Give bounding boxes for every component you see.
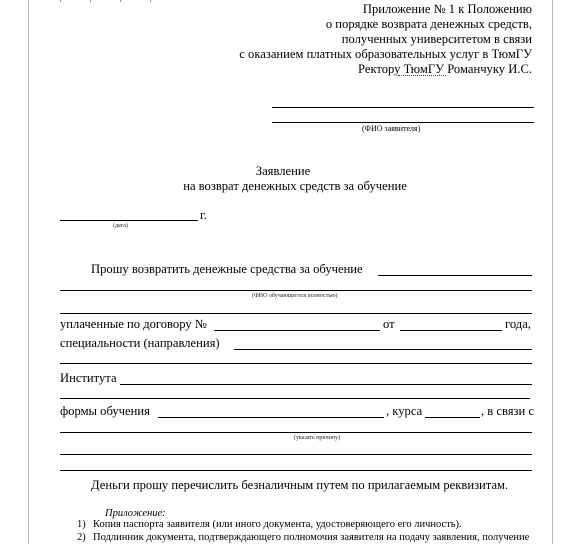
header-line-received: полученных университетом в связи: [341, 32, 532, 46]
attachments-heading: Приложение:: [105, 508, 166, 519]
course-label: , курса: [386, 404, 423, 418]
reason-line-2: [60, 454, 532, 455]
attachment-text: Подлинник документа, подтверждающего полномочия заявителя на подачу заявления, получение: [93, 532, 530, 543]
request-fill-line: [378, 275, 532, 276]
applicant-line-2: [272, 122, 534, 123]
specialty-line: [234, 349, 532, 350]
page-left-margin-guide: [28, 0, 29, 544]
student-name-line: [60, 290, 532, 291]
specialty-label: специальности (направления): [60, 336, 220, 350]
attachment-number: 1): [77, 519, 86, 530]
institute-line: [120, 384, 532, 385]
spellcheck-underline: [398, 72, 446, 76]
study-form-label: формы обучения: [60, 404, 150, 418]
attachment-item: [77, 531, 529, 544]
date-caption: (дата): [113, 223, 128, 229]
institute-label: Института: [60, 371, 117, 385]
transfer-text: Деньги прошу перечислить безналичным путем по прилагаемым реквизитам.: [91, 478, 509, 492]
page-right-margin-guide: [552, 0, 553, 544]
document-subtitle: на возврат денежных средств за обучение: [183, 179, 407, 193]
document-title: Заявление: [255, 164, 311, 178]
attachment-number: 2): [77, 532, 86, 543]
applicant-caption: (ФИО заявителя): [362, 124, 421, 133]
request-text: Прошу возвратить денежные средства за обучение: [91, 262, 363, 276]
attachment-item: [77, 518, 462, 531]
date-year-suffix: г.: [200, 208, 207, 222]
header-line-services: с оказанием платных образовательных услуг в ТюмГУ: [239, 47, 532, 61]
study-form-line: [158, 417, 384, 418]
header-line-appendix: Приложение № 1 к Положению: [362, 2, 532, 16]
attachment-text: Копия паспорта заявителя (или иного документа, удостоверяющего его личность).: [93, 519, 462, 530]
institute-line-2: [60, 398, 530, 399]
reason-line-3: [60, 470, 532, 471]
contract-number-line: [214, 330, 380, 331]
contract-label: уплаченные по договору №: [60, 317, 207, 331]
reason-caption: (указать причину): [294, 435, 341, 441]
header-line-rector: Ректору ТюмГУ Романчуку И.С.: [358, 62, 532, 76]
reason-intro: , в связи с: [481, 404, 535, 418]
contract-year-label: года,: [505, 317, 531, 331]
reason-line: [60, 432, 532, 433]
contract-date-line: [400, 330, 502, 331]
date-line: [60, 220, 198, 221]
student-name-caption: (ФИО обучающегося полностью): [252, 293, 338, 299]
specialty-line-2: [60, 363, 532, 364]
applicant-line-1: [272, 107, 534, 108]
header-line-regulation: о порядке возврата денежных средств,: [325, 17, 532, 31]
contract-from-label: от: [383, 317, 395, 331]
course-line: [425, 417, 480, 418]
student-name-line-2: [60, 313, 532, 314]
